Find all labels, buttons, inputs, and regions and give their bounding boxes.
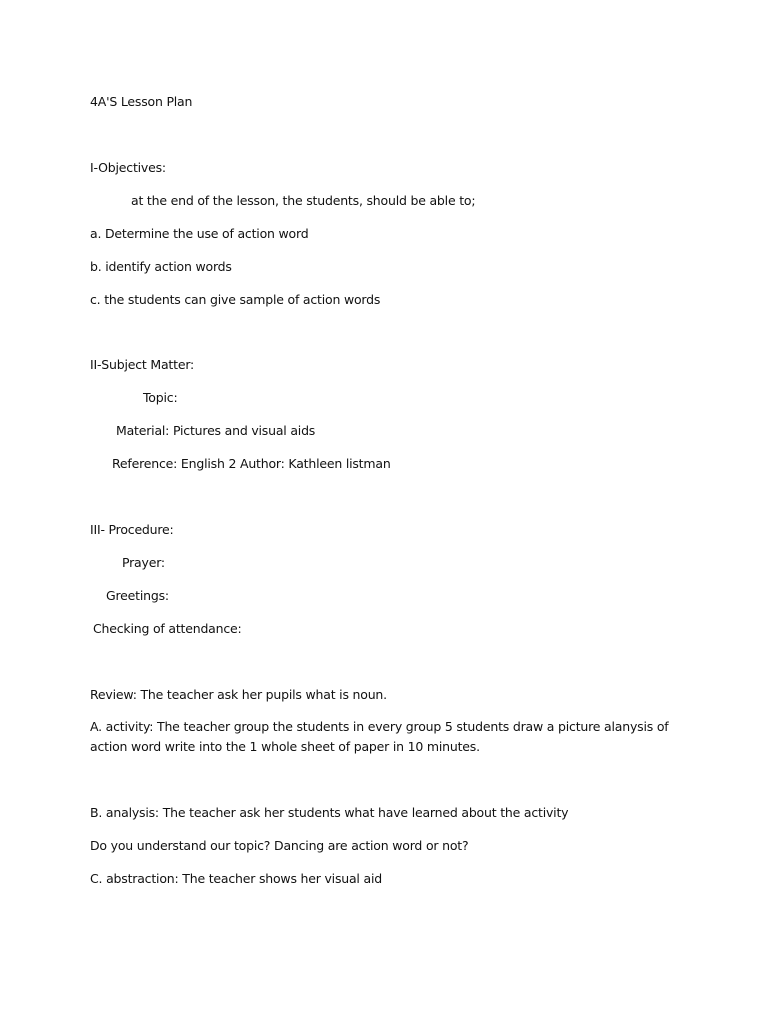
abstraction-line: C. abstraction: The teacher shows her visual aid — [90, 871, 382, 886]
activity-paragraph: A. activity: The teacher group the students in every group 5 students draw a picture alanysis of action word write into the 1 whole sheet of paper in 10 minutes. — [90, 719, 669, 754]
prayer-label: Prayer: — [122, 555, 165, 570]
reference-line: Reference: English 2 Author: Kathleen listman — [112, 456, 391, 471]
topic-label: Topic: — [143, 390, 178, 405]
document-title: 4A'S Lesson Plan — [90, 94, 193, 109]
objective-item: a. Determine the use of action word — [90, 226, 309, 241]
question-line: Do you understand our topic? Dancing are action word or not? — [90, 838, 469, 853]
material-line: Material: Pictures and visual aids — [116, 423, 316, 438]
greetings-label: Greetings: — [106, 588, 169, 603]
objective-item: b. identify action words — [90, 259, 232, 274]
objective-item: c. the students can give sample of action words — [90, 292, 381, 307]
objectives-intro: at the end of the lesson, the students, should be able to; — [131, 193, 476, 208]
objectives-heading: I-Objectives: — [90, 160, 166, 175]
subject-matter-heading: II-Subject Matter: — [90, 357, 195, 372]
review-line: Review: The teacher ask her pupils what is noun. — [90, 687, 387, 702]
procedure-heading: III- Procedure: — [90, 522, 174, 537]
analysis-line: B. analysis: The teacher ask her students what have learned about the activity — [90, 805, 569, 820]
attendance-label: Checking of attendance: — [93, 621, 242, 636]
